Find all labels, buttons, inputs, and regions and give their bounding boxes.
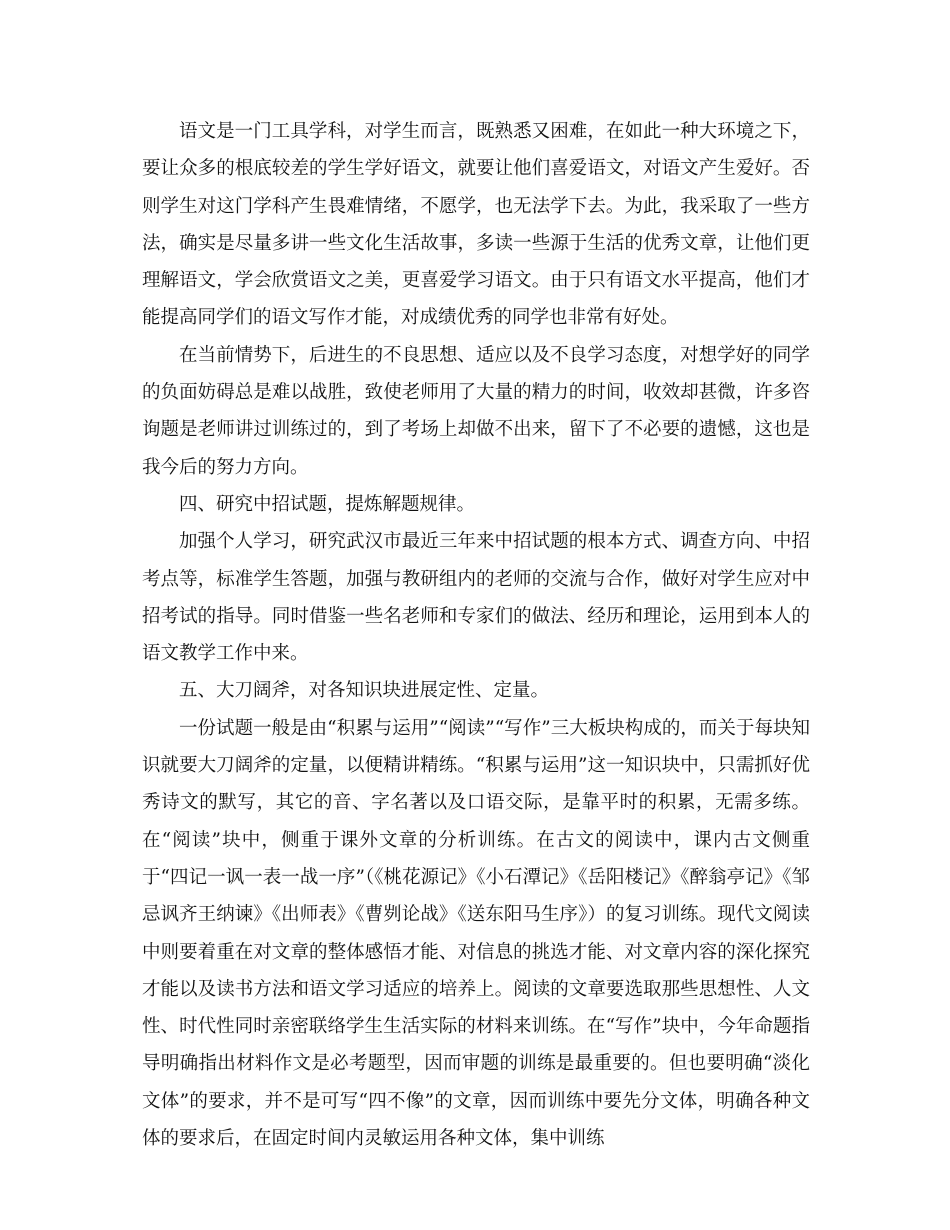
paragraph-knowledge-blocks: 一份试题一般是由“积累与运用”“阅读”“写作”三大板块构成的，而关于每块知识就要大刀阔斧的定量，以便精讲精练。“积累与运用”这一知识块中，只需抓好优秀诗文的默写，其它的音、字名著以及口语交际，是靠平时的积累，无需多练。在“阅读”块中，侧重于课外文章的分析训练。在古文的阅读中，课内古文侧重于“四记一讽一表一战一序”（《桃花源记》《小石潭记》《岳阳楼记》《醉翁亭记》《邹忌讽齐王纳谏》《出师表》《曹刿论战》《送东阳马生序》）的复习训练。现代文阅读中则要着重在对文章的整体感悟才能、对信息的挑选才能、对文章内容的深化探究才能以及读书方法和语文学习适应的培养上。阅读的文章要选取那些思想性、人文性、时代性同时亲密联络学生生活实际的材料来训练。在“写作”块中，今年命题指导明确指出材料作文是必考题型，因而审题的训练是最重要的。但也要明确“淡化文体”的要求，并不是可写“四不像”的文章，因而训练中要先分文体，明确各种文体的要求后，在固定时间内灵敏运用各种文体，集中训练 — [142, 717, 810, 1150]
paragraph-study-exams: 加强个人学习，研究武汉市最近三年来中招试题的根本方式、调查方向、中招考点等，标准学生答题，加强与教研组内的老师的交流与合作，做好对学生应对中招考试的指导。同时借鉴一些名老师和专家们的做法、经历和理论，运用到本人的语文教学工作中来。 — [142, 531, 810, 665]
paragraph-underachievers: 在当前情势下，后进生的不良思想、适应以及不良学习态度，对想学好的同学的负面妨碍总是难以战胜，致使老师用了大量的精力的时间，收效却甚微，许多咨询题是老师讲过训练过的，到了考场上却做不出来，留下了不必要的遗憾，这也是我今后的努力方向。 — [142, 344, 810, 478]
document-body — [142, 113, 810, 1157]
paragraph-language-interest: 语文是一门工具学科，对学生而言，既熟悉又困难，在如此一种大环境之下，要让众多的根底较差的学生学好语文，就要让他们喜爱语文，对语文产生爱好。否则学生对这门学科产生畏难情绪，不愿学，也无法学下去。为此，我采取了一些方法，确实是尽量多讲一些文化生活故事，多读一些源于生活的优秀文章，让他们更理解语文，学会欣赏语文之美，更喜爱学习语文。由于只有语文水平提高，他们才能提高同学们的语文写作才能，对成绩优秀的同学也非常有好处。 — [142, 121, 810, 329]
section-heading-five: 五、大刀阔斧，对各知识块进展定性、定量。 — [179, 680, 550, 702]
section-heading-four: 四、研究中招试题，提炼解题规律。 — [179, 493, 476, 515]
